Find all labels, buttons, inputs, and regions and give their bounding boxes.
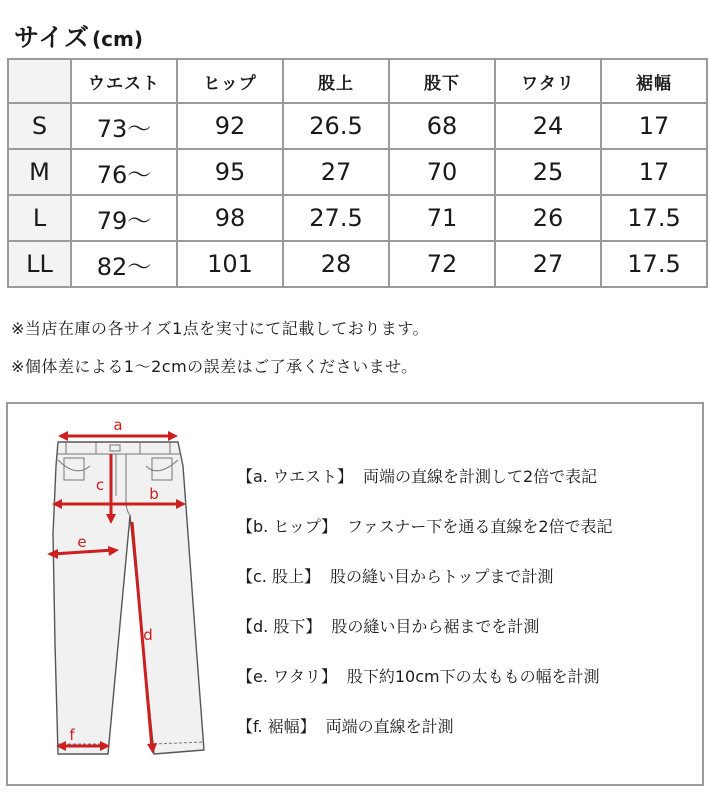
legend-text: 股の縫い目から裾までを計測	[331, 617, 540, 636]
table-cell: 95	[177, 149, 283, 195]
table-cell: 73〜	[71, 103, 177, 149]
legend-text: 両端の直線を計測して2倍で表記	[362, 467, 598, 486]
table-cell: 72	[389, 241, 495, 287]
table-cell: 101	[177, 241, 283, 287]
measurement-note: ※当店在庫の各サイズ1点を実寸にて記載しております。	[11, 319, 430, 338]
table-row	[8, 241, 707, 287]
measurement-legend	[237, 464, 613, 764]
table-cell: 76〜	[71, 149, 177, 195]
table-cell: 17.5	[601, 195, 707, 241]
header-thigh: ワタリ	[495, 59, 601, 103]
legend-key: 【e. ワタリ】	[237, 667, 337, 686]
legend-key: 【f. 裾幅】	[237, 717, 316, 736]
page-title	[14, 18, 143, 54]
header-waist: ウエスト	[71, 59, 177, 103]
table-cell: 68	[389, 103, 495, 149]
row-size-label: LL	[8, 241, 71, 287]
header-hem: 裾幅	[601, 59, 707, 103]
table-cell: 17	[601, 103, 707, 149]
row-size-label: M	[8, 149, 71, 195]
jeans-illustration	[53, 442, 204, 754]
label-e: e	[77, 533, 87, 551]
table-row	[8, 195, 707, 241]
legend-item-thigh	[237, 664, 613, 714]
table-cell: 92	[177, 103, 283, 149]
legend-item-rise	[237, 564, 613, 614]
title-text: サイズ	[14, 23, 91, 52]
table-row	[8, 149, 707, 195]
legend-key: 【b. ヒップ】	[237, 517, 338, 536]
table-cell: 26	[495, 195, 601, 241]
size-table	[7, 58, 708, 288]
legend-text: 両端の直線を計測	[325, 717, 454, 736]
title-unit: (cm)	[92, 27, 143, 51]
jeans-diagram	[8, 404, 228, 784]
legend-key: 【d. 股下】	[237, 617, 322, 636]
legend-item-waist	[237, 464, 613, 514]
table-cell: 79〜	[71, 195, 177, 241]
table-cell: 98	[177, 195, 283, 241]
label-b: b	[149, 485, 159, 503]
table-cell: 71	[389, 195, 495, 241]
header-rise: 股上	[283, 59, 389, 103]
table-cell: 27	[283, 149, 389, 195]
legend-text: 股の縫い目からトップまで計測	[329, 567, 554, 586]
legend-item-hip	[237, 514, 613, 564]
legend-item-hem	[237, 714, 613, 764]
table-cell: 17	[601, 149, 707, 195]
table-cell: 27	[495, 241, 601, 287]
row-size-label: S	[8, 103, 71, 149]
label-a: a	[113, 416, 123, 434]
header-hip: ヒップ	[177, 59, 283, 103]
table-cell: 27.5	[283, 195, 389, 241]
legend-key: 【a. ウエスト】	[237, 467, 353, 486]
table-cell: 25	[495, 149, 601, 195]
table-cell: 26.5	[283, 103, 389, 149]
table-cell: 17.5	[601, 241, 707, 287]
header-inseam: 股下	[389, 59, 495, 103]
table-header-row	[8, 59, 707, 103]
row-size-label: L	[8, 195, 71, 241]
measurement-guide-panel	[6, 402, 704, 786]
table-row	[8, 103, 707, 149]
table-cell: 24	[495, 103, 601, 149]
legend-item-inseam	[237, 614, 613, 664]
tolerance-note: ※個体差による1〜2cmの誤差はご了承くださいませ。	[11, 357, 418, 376]
label-c: c	[95, 476, 105, 494]
legend-key: 【c. 股上】	[237, 567, 320, 586]
legend-text: ファスナー下を通る直線を2倍で表記	[347, 517, 613, 536]
label-f: f	[69, 726, 75, 744]
table-corner-cell	[8, 59, 71, 103]
table-cell: 28	[283, 241, 389, 287]
legend-text: 股下約10cm下の太ももの幅を計測	[346, 667, 600, 686]
label-d: d	[143, 626, 153, 644]
table-cell: 70	[389, 149, 495, 195]
table-cell: 82〜	[71, 241, 177, 287]
